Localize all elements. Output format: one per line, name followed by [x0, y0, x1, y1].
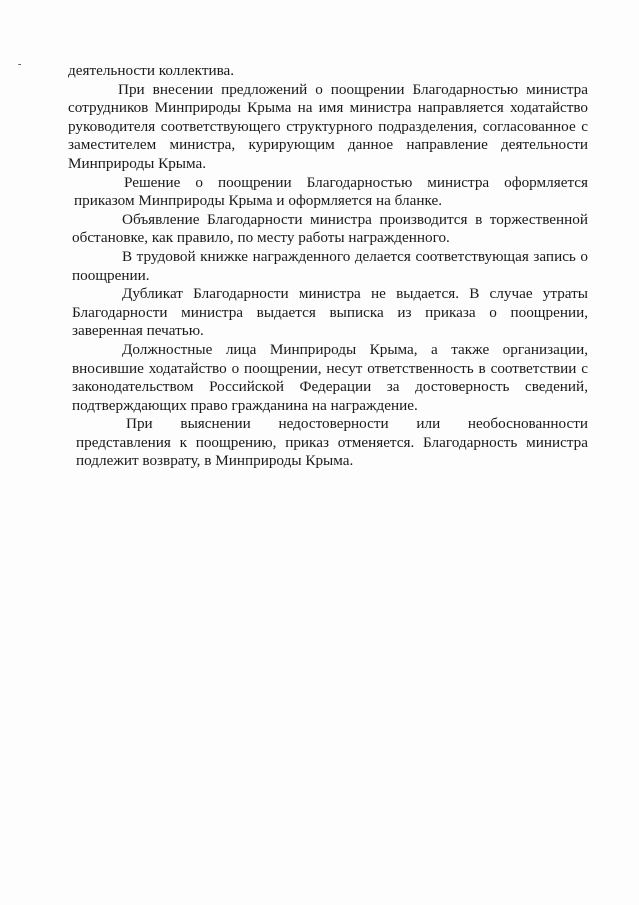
scan-mark: - [18, 59, 22, 70]
paragraph-responsibility: Должностные лица Минприроды Крыма, а также организации, вносившие ходатайство о поощрении, несут ответственность в соответствии с законодательством Российской Федерации за достоверность сведений, подтверждающих право гражданина на награждение. [72, 340, 588, 414]
document-body [68, 62, 588, 471]
paragraph-continuation: деятельности коллектива. [68, 62, 235, 79]
paragraph-announcement: Объявление Благодарности министра производится в торжественной обстановке, как правило, по месту работы награжденного. [72, 210, 588, 247]
paragraph-employment-record: В трудовой книжке награжденного делается соответствующая запись о поощрении. [72, 247, 588, 284]
paragraph-revocation: При выяснении недостоверности или необоснованности представления к поощрению, приказ отменяется. Благодарность министра подлежит возврату, в Минприроды Крыма. [76, 415, 588, 470]
paragraph-decision-order: Решение о поощрении Благодарностью министра оформляется приказом Минприроды Крыма и оформляется на бланке. [74, 173, 588, 210]
paragraph-submission-procedure: При внесении предложений о поощрении Благодарностью министра сотрудников Минприроды Крыма на имя министра направляется ходатайство руководителя соответствующего структурного подразделения, согласованное с заместителем министра, курирующим данное направление деятельности Минприроды Крыма. [68, 80, 588, 172]
paragraph-duplicate: Дубликат Благодарности министра не выдается. В случае утраты Благодарности министра выдается выписка из приказа о поощрении, заверенная печатью. [72, 285, 588, 340]
